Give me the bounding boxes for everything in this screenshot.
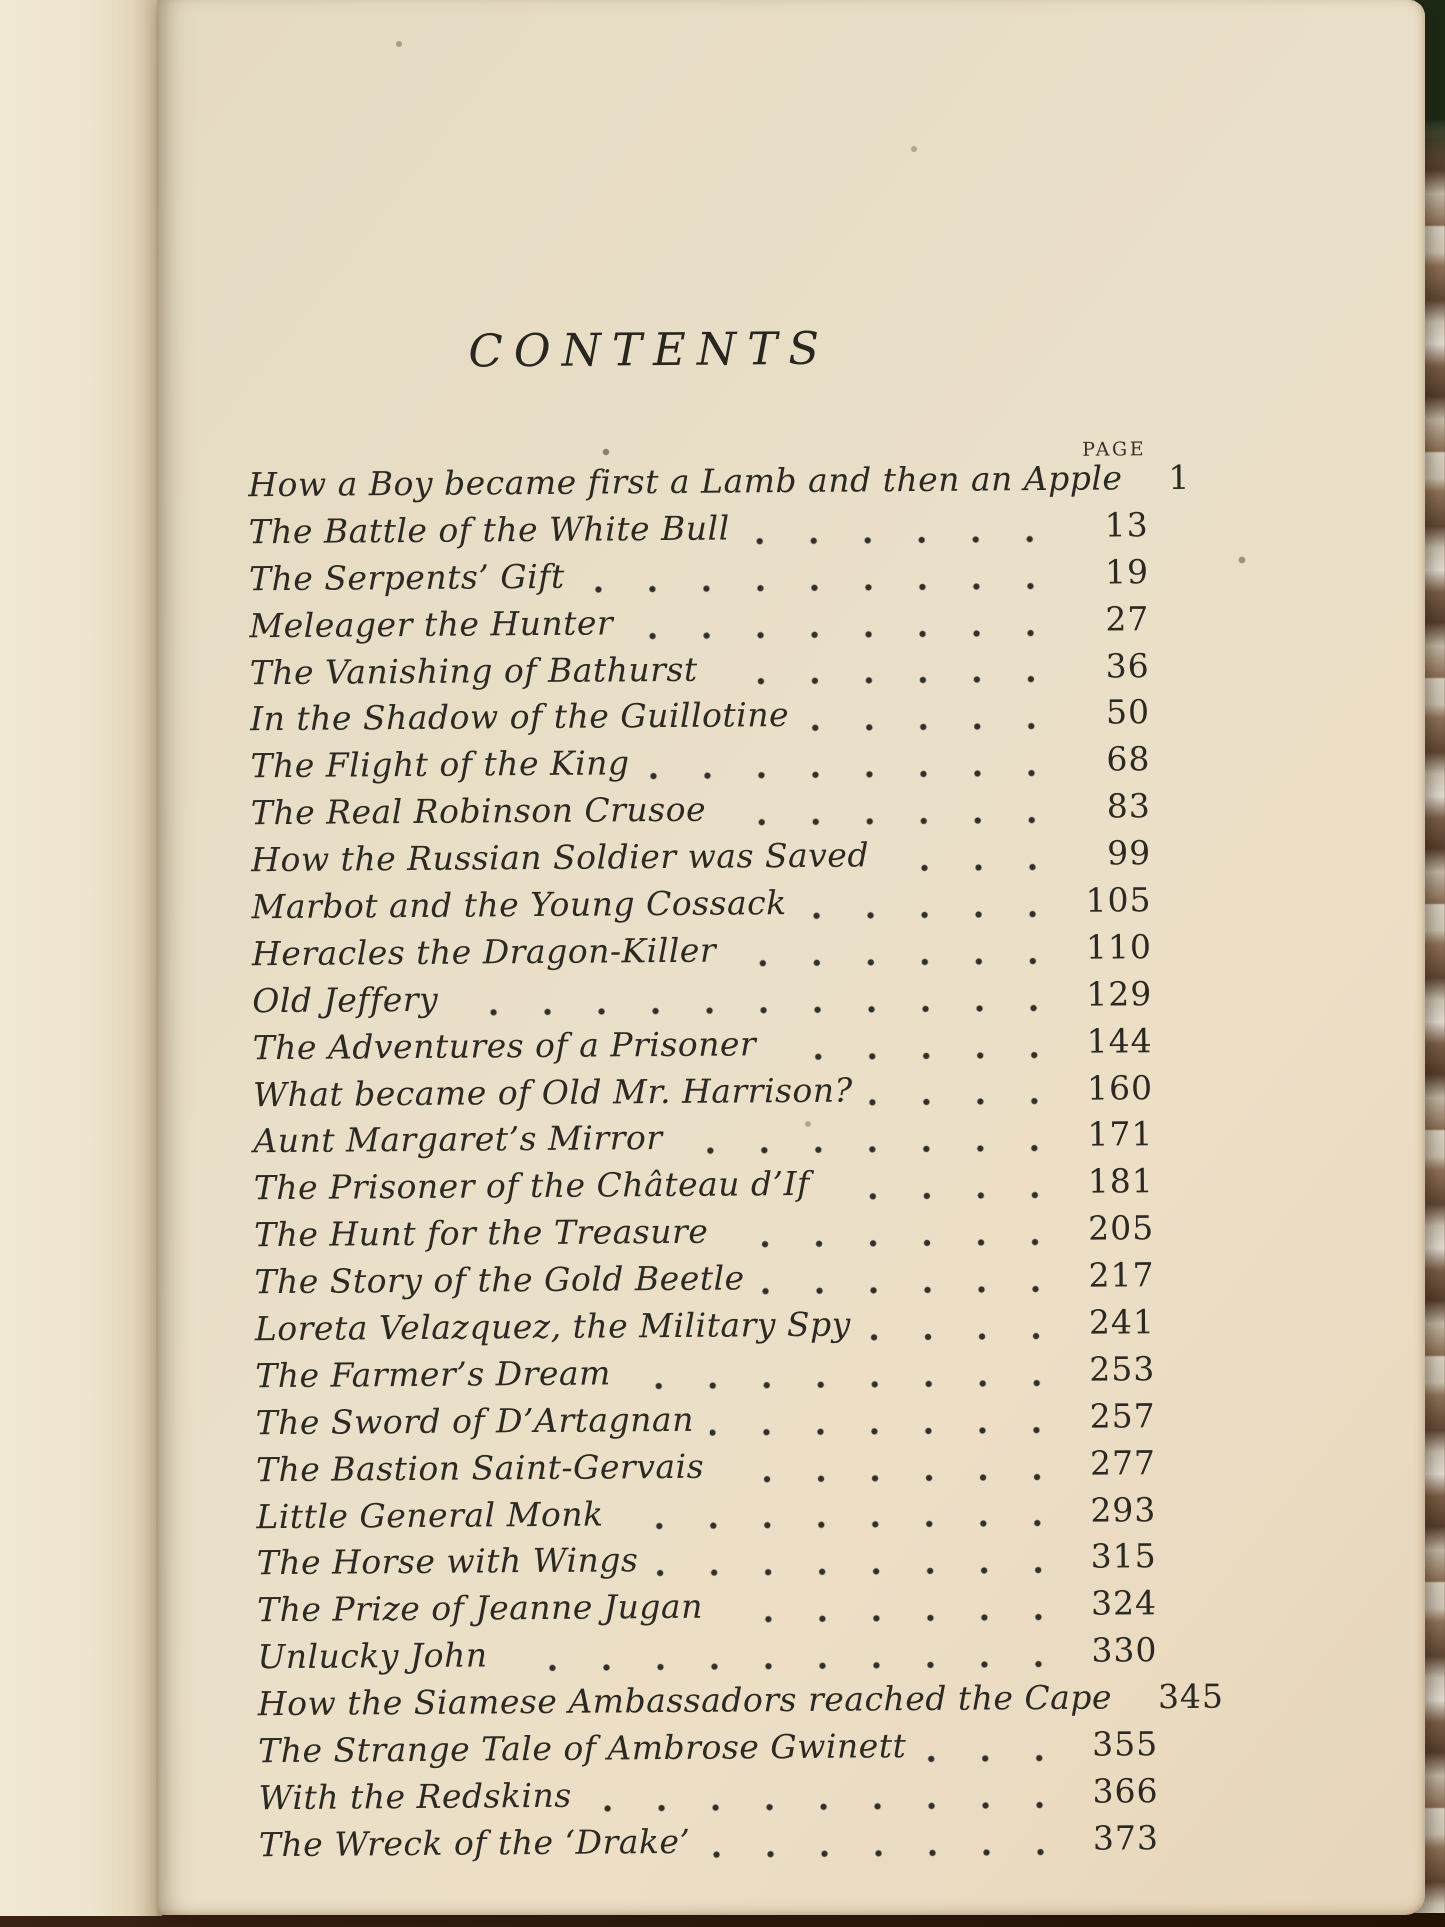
dot-leader xyxy=(646,767,1059,782)
toc-entry-page: 50 xyxy=(1105,692,1151,732)
dot-leader xyxy=(805,720,1058,734)
dot-leader xyxy=(1139,485,1149,497)
dot-leader xyxy=(629,626,1057,641)
toc-entry-page: 1 xyxy=(1168,457,1191,498)
toc-entry-page: 19 xyxy=(1104,551,1150,592)
toc-entry-title: The Horse with Wings xyxy=(256,1540,639,1583)
toc-entry-page: 205 xyxy=(1087,1208,1155,1248)
toc-entry-title: Unlucky John xyxy=(257,1635,488,1677)
page-content xyxy=(244,0,1225,1865)
toc-entry xyxy=(248,505,1148,559)
toc-entry-title: The Story of the Gold Beetle xyxy=(254,1258,745,1302)
toc-entry xyxy=(258,1724,1158,1778)
toc-entry-page: 27 xyxy=(1105,598,1150,639)
toc-entry-title: The Hunt for the Treasure xyxy=(254,1211,709,1255)
dot-leader xyxy=(746,533,1057,547)
toc-entry-page: 13 xyxy=(1104,505,1149,545)
dot-leader xyxy=(707,1846,1068,1861)
dot-leader xyxy=(679,1142,1062,1157)
toc-entry-title: Heracles the Dragon-Killer xyxy=(251,930,717,974)
toc-entry xyxy=(251,833,1151,887)
toc-entry-page: 345 xyxy=(1157,1676,1225,1717)
toc-entry-title: With the Redskins xyxy=(258,1775,572,1818)
page-column-label: PAGE xyxy=(1082,438,1147,461)
dot-leader xyxy=(867,1330,1063,1344)
dot-leader xyxy=(922,1752,1066,1765)
toc-entry xyxy=(254,1208,1154,1262)
toc-entry xyxy=(253,1115,1153,1169)
toc-entry-page: 68 xyxy=(1106,739,1151,779)
toc-entry xyxy=(254,1255,1154,1309)
toc-entry xyxy=(256,1443,1156,1497)
toc-entry xyxy=(250,646,1150,700)
dot-leader xyxy=(720,1470,1064,1485)
toc-entry-page: 330 xyxy=(1091,1630,1158,1670)
toc-entry-page: 241 xyxy=(1088,1302,1156,1342)
toc-entry-page: 293 xyxy=(1090,1489,1157,1530)
dot-leader xyxy=(581,580,1057,596)
toc-entry-title: The Strange Tale of Ambrose Gwinett xyxy=(258,1726,907,1771)
toc-entry-title: How the Siamese Ambassadors reached the Cape xyxy=(257,1677,1113,1724)
toc-entry xyxy=(257,1676,1225,1731)
dot-leader xyxy=(761,1283,1063,1297)
toc-entry-title: What became of Old Mr. Harrison? xyxy=(252,1070,853,1114)
dot-leader xyxy=(504,1658,1066,1674)
page-surface xyxy=(150,0,1432,1920)
toc-entry-title: Aunt Margaret’s Mirror xyxy=(253,1118,663,1161)
toc-entry xyxy=(249,552,1149,606)
toc-entry xyxy=(255,1396,1155,1450)
dot-leader xyxy=(588,1799,1067,1815)
toc-entry-title: The Flight of the King xyxy=(250,743,630,786)
toc-entry-title: The Battle of the White Bull xyxy=(248,508,730,552)
paper-specks xyxy=(0,0,4,4)
toc-entry xyxy=(250,740,1150,794)
dot-leader xyxy=(732,955,1060,970)
toc-entry xyxy=(257,1537,1157,1591)
dot-leader xyxy=(627,1377,1063,1392)
dot-leader xyxy=(714,673,1058,688)
toc-entry xyxy=(253,1068,1153,1122)
dot-leader xyxy=(885,861,1059,874)
toc-entry-page: 83 xyxy=(1106,786,1151,826)
page-title: CONTENTS xyxy=(468,321,831,378)
toc-entry xyxy=(259,1818,1159,1872)
toc-entry-page: 324 xyxy=(1090,1583,1158,1624)
dot-leader xyxy=(710,1424,1064,1439)
toc-entry-page: 355 xyxy=(1092,1724,1159,1764)
toc-entry xyxy=(255,1302,1155,1356)
toc-entry-page: 181 xyxy=(1087,1161,1154,1202)
dot-leader xyxy=(772,1048,1061,1062)
toc-entry-page: 110 xyxy=(1085,927,1153,967)
toc-entry xyxy=(252,974,1152,1028)
dot-leader xyxy=(620,1517,1065,1532)
dot-leader xyxy=(654,1564,1064,1579)
dot-leader xyxy=(454,1002,1060,1019)
toc-entry-page: 373 xyxy=(1092,1817,1160,1858)
toc-entry-title: The Serpents’ Gift xyxy=(248,556,565,599)
dot-leader xyxy=(719,1611,1065,1626)
toc-entry xyxy=(251,786,1151,840)
toc-entry-page: 315 xyxy=(1090,1536,1157,1577)
dot-leader xyxy=(722,814,1059,829)
dot-leader xyxy=(724,1236,1062,1251)
toc-entry-page: 99 xyxy=(1107,833,1152,873)
toc-entry xyxy=(253,1021,1153,1075)
toc-entry-title: Marbot and the Young Cossack xyxy=(251,883,787,927)
toc-entry xyxy=(250,693,1150,747)
toc-list xyxy=(248,457,1225,1872)
toc-entry-title: In the Shadow of the Guillotine xyxy=(249,695,790,739)
toc-entry-title: Little General Monk xyxy=(256,1494,604,1536)
toc-entry xyxy=(257,1630,1157,1684)
toc-entry-page: 129 xyxy=(1086,973,1153,1014)
toc-entry xyxy=(248,457,1191,512)
toc-entry-title: The Real Robinson Crusoe xyxy=(250,789,707,833)
toc-entry-title: Meleager the Hunter xyxy=(249,603,614,645)
toc-entry-title: Old Jeffery xyxy=(252,979,439,1021)
toc-entry xyxy=(258,1771,1158,1825)
toc-entry-page: 217 xyxy=(1088,1255,1155,1295)
toc-entry xyxy=(257,1584,1157,1638)
toc-entry-title: The Vanishing of Bathurst xyxy=(249,649,698,692)
toc-entry-title: The Wreck of the ‘Drake’ xyxy=(258,1821,691,1865)
toc-entry-title: The Sword of D’Artagnan xyxy=(255,1399,695,1443)
toc-entry xyxy=(249,599,1149,653)
toc-entry-title: Loreta Velazquez, the Military Spy xyxy=(254,1304,851,1349)
dot-leader xyxy=(1128,1704,1138,1716)
toc-entry-title: How a Boy became first a Lamb and then an Apple xyxy=(248,458,1123,505)
dot-leader xyxy=(869,1095,1061,1109)
toc-entry-page: 366 xyxy=(1092,1771,1159,1811)
toc-entry-page: 253 xyxy=(1089,1349,1156,1389)
toc-entry-title: The Adventures of a Prisoner xyxy=(252,1023,757,1067)
toc-entry xyxy=(251,880,1151,934)
toc-entry-page: 144 xyxy=(1086,1020,1153,1061)
toc-entry xyxy=(256,1490,1156,1544)
toc-entry-page: 36 xyxy=(1105,645,1150,686)
toc-entry-page: 105 xyxy=(1085,880,1152,920)
toc-entry-page: 160 xyxy=(1086,1067,1154,1108)
toc-entry-title: The Prize of Jeanne Jugan xyxy=(256,1587,704,1630)
toc-entry-title: The Farmer’s Dream xyxy=(255,1353,612,1396)
dot-leader xyxy=(826,1189,1062,1203)
contents-page xyxy=(158,0,1425,1915)
toc-entry-title: How the Russian Soldier was Saved xyxy=(251,835,870,880)
toc-entry-page: 257 xyxy=(1089,1395,1156,1436)
toc-entry-title: The Bastion Saint-Gervais xyxy=(255,1446,705,1489)
toc-entry xyxy=(255,1349,1155,1403)
toc-entry-page: 171 xyxy=(1087,1114,1154,1155)
toc-entry xyxy=(254,1162,1154,1216)
toc-entry-page: 277 xyxy=(1089,1442,1157,1483)
facing-page xyxy=(0,0,162,1916)
toc-entry xyxy=(252,927,1152,981)
dot-leader xyxy=(803,908,1060,922)
toc-entry-title: The Prisoner of the Château d’If xyxy=(253,1164,810,1208)
